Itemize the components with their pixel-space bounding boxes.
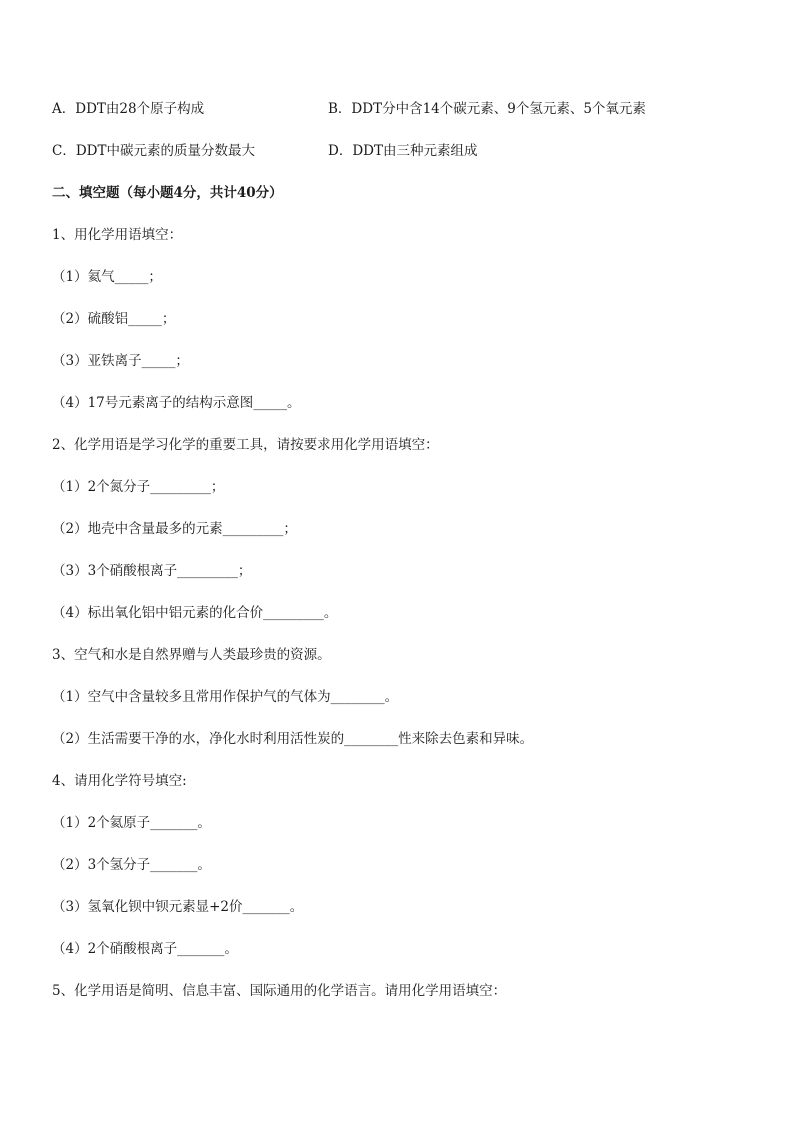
question-4-item-3: （3）氢氧化钡中钡元素显+2价_______。 [52,899,304,915]
question-3-item-2: （2）生活需要干净的水，净化水时利用活性炭的________性来除去色素和异味。 [52,731,534,747]
question-1-item-1: （1）氦气_____； [52,269,162,285]
question-2-item-1: （1）2个氮分子_________； [52,479,225,495]
question-2-item-4: （4）标出氧化铝中铝元素的化合价_________。 [52,605,338,621]
question-3-stem: 3、空气和水是自然界赠与人类最珍贵的资源。 [52,647,331,663]
question-1-item-2: （2）硫酸铝_____； [52,311,176,327]
question-3-item-1: （1）空气中含量较多且常用作保护气的气体为________。 [52,689,399,705]
option-d: D．DDT由三种元素组成 [328,143,478,159]
option-b: B．DDT分中含14个碳元素、9个氢元素、5个氧元素 [328,101,646,117]
question-4-item-1: （1）2个氦原子_______。 [52,815,211,831]
question-2-stem: 2、化学用语是学习化学的重要工具，请按要求用化学用语填空： [52,437,439,453]
question-5-stem: 5、化学用语是简明、信息丰富、国际通用的化学语言。请用化学用语填空： [52,983,507,999]
question-4-stem: 4、请用化学符号填空: [52,773,187,789]
question-4-item-4: （4）2个硝酸根离子_______。 [52,941,238,957]
question-2-item-2: （2）地壳中含量最多的元素_________； [52,521,297,537]
question-4-item-2: （2）3个氢分子_______。 [52,857,211,873]
question-1-stem: 1、用化学用语填空： [52,227,183,243]
option-a: A．DDT由28个原子构成 [52,101,205,117]
option-c: C．DDT中碳元素的质量分数最大 [52,143,255,159]
question-1-item-4: （4）17号元素离子的结构示意图_____。 [52,395,301,411]
section-title: 二、填空题（每小题4分，共计40分） [52,185,283,201]
question-2-item-3: （3）3个硝酸根离子_________； [52,563,252,579]
question-1-item-3: （3）亚铁离子_____； [52,353,189,369]
